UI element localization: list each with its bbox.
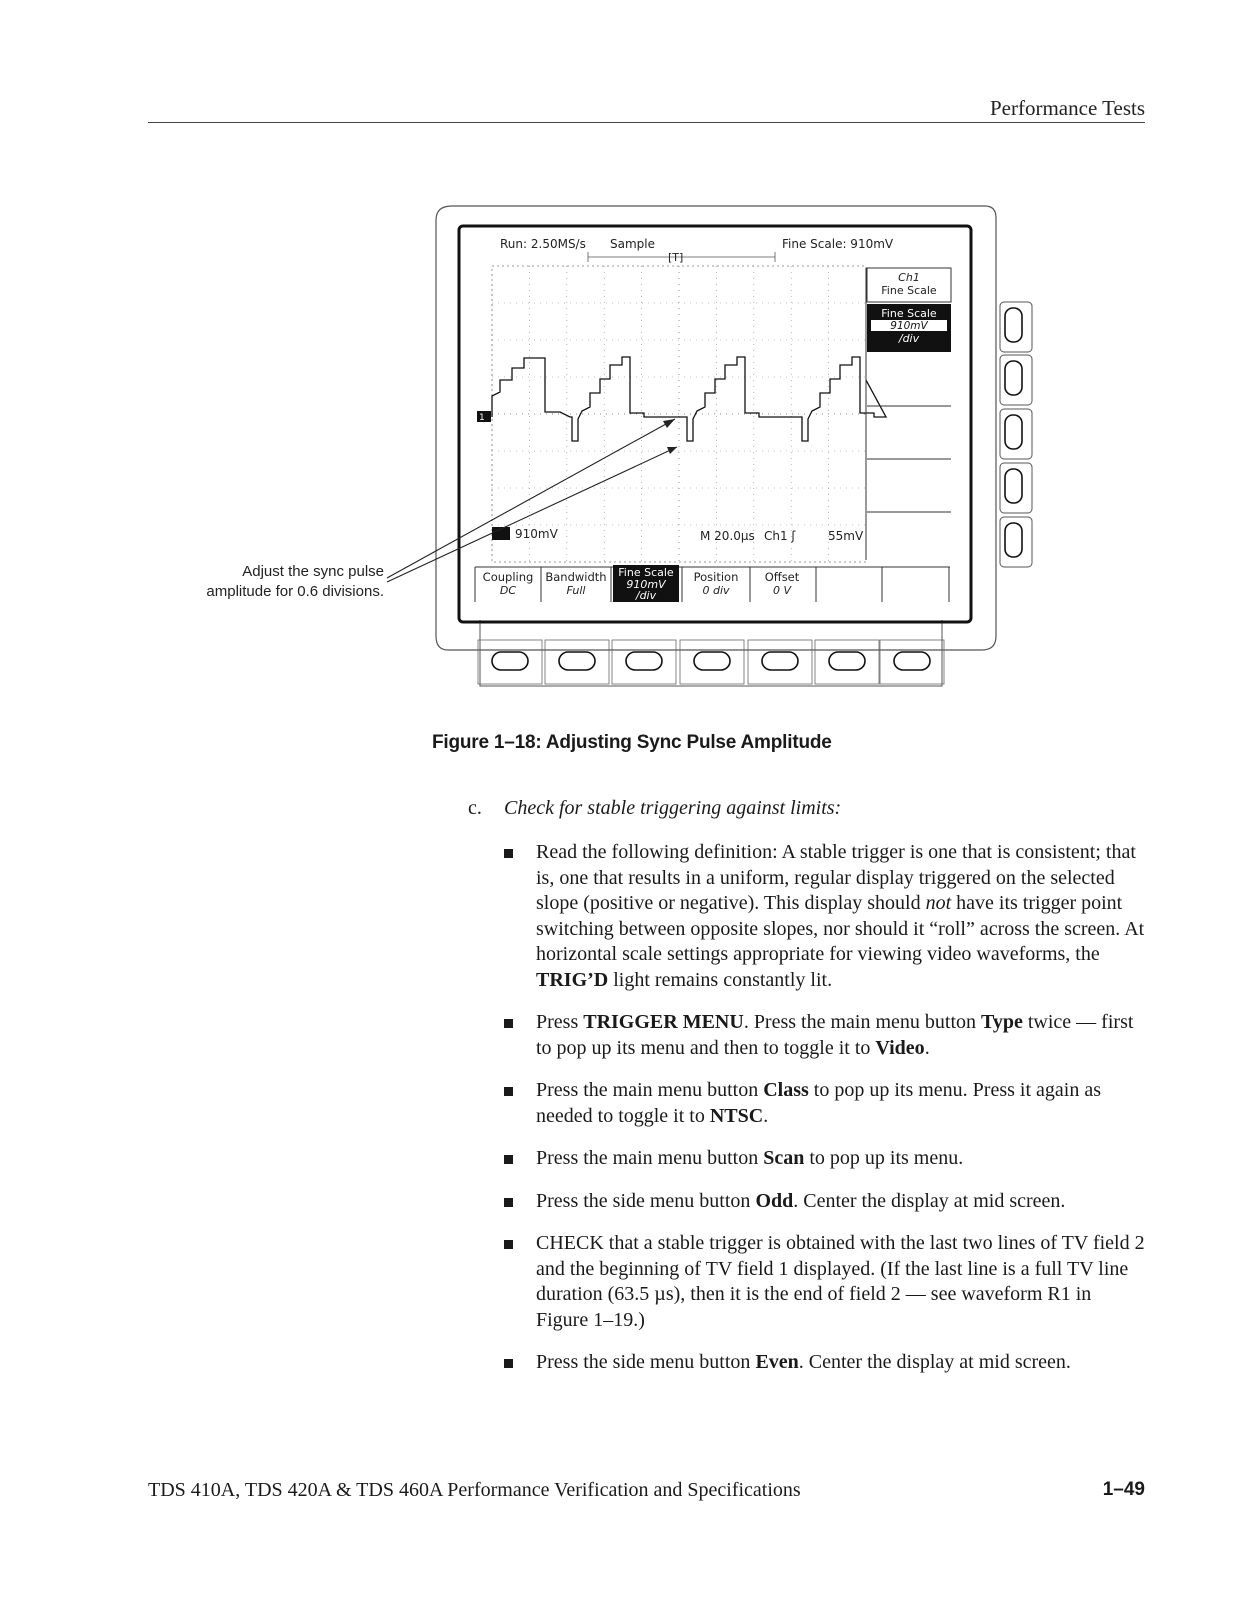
- channel-marker-label: 1: [479, 413, 485, 423]
- bottom-bezel-button: [492, 652, 528, 670]
- waveform-trace: [492, 357, 886, 441]
- bullet-text: have its trigger point switching between opposite slopes, nor should it “roll” across the screen. At horizontal scale settings appropriate for viewing video waveforms, the: [536, 892, 1145, 965]
- menu-coupling-value: DC: [499, 584, 517, 597]
- bullet-text: .: [763, 1104, 769, 1127]
- bullet-text: Scan: [763, 1147, 805, 1169]
- bottom-button-frame: [545, 640, 609, 684]
- bullet-text: Read the following definition: A stable trigger is one that is consistent; that is, one that results in a uniform, regular display triggered on the selected slope (positive or negative). This display should: [536, 841, 1136, 914]
- procedure-bullet: [502, 1231, 1147, 1333]
- bottom-button-frame: [748, 640, 812, 684]
- menu-position-label: Position: [693, 570, 739, 584]
- bottom-menu: [475, 565, 950, 602]
- footer-manual-title: TDS 410A, TDS 420A & TDS 460A Performance Verification and Specifications: [148, 1479, 801, 1501]
- menu-coupling-label: Coupling: [482, 570, 534, 584]
- bottom-bezel-button: [559, 652, 595, 670]
- figure-caption: Figure 1–18: Adjusting Sync Pulse Amplitude: [432, 732, 832, 753]
- bottom-bezel-button: [626, 652, 662, 670]
- procedure-bullet: [502, 840, 1147, 993]
- menu-offset-label: Offset: [764, 570, 800, 584]
- bullet-text: . Center the display at mid screen.: [798, 1351, 1071, 1373]
- callout-leader-1: [387, 419, 675, 578]
- bottom-button-frame: [478, 640, 542, 684]
- bullet-text: Press the side menu button: [536, 1189, 756, 1212]
- bullet-text: Press the side menu button: [536, 1351, 756, 1373]
- bullet-square-icon: [504, 1240, 513, 1249]
- bottom-bezel-buttons: [478, 640, 944, 684]
- menu-fine-scale-label: Fine Scale: [618, 566, 674, 579]
- bullet-text: Press the main menu button: [536, 1079, 764, 1101]
- bullet-text: twice — first to pop up its menu and then to toggle it to: [536, 1011, 1134, 1059]
- bottom-bezel-button: [694, 652, 730, 670]
- bullet-text: Press: [536, 1011, 584, 1033]
- side-bezel-button: [1005, 308, 1022, 342]
- side-bezel-button: [1005, 415, 1022, 449]
- bullet-square-icon: [504, 1359, 513, 1368]
- bullet-text: . Press the main menu button: [743, 1011, 982, 1033]
- menu-bandwidth-label: Bandwidth: [545, 570, 607, 584]
- bullet-text: Class: [763, 1079, 809, 1101]
- bullet-text: CHECK that a stable trigger is obtained with the last two lines of TV field 2 and the beginning of TV field 1 displayed. (If the last line is a full TV line duration (63.5 µs), then it is the end of field 2 — see waveform R1 in Figure 1–19.): [536, 1232, 1145, 1331]
- status-mode: Sample: [610, 237, 655, 251]
- menu-fine-scale-unit: /div: [635, 589, 657, 602]
- side-menu-selected-label: Fine Scale: [881, 307, 937, 320]
- trigger-position-marker: [T]: [668, 251, 684, 264]
- bottom-button-frame: [680, 640, 744, 684]
- menu-fine-scale-value: 910mV: [626, 578, 666, 591]
- bullet-text: TRIG’D: [536, 968, 609, 991]
- bullet-text: to pop up its menu. Press it again as needed to toggle it to: [536, 1079, 1101, 1127]
- bullet-square-icon: [504, 1019, 513, 1028]
- step-title: Check for stable triggering against limits:: [504, 797, 842, 819]
- procedure-bullet-list: [502, 840, 1147, 1393]
- procedure-bullet: [502, 1078, 1147, 1129]
- bullet-square-icon: [504, 1198, 513, 1207]
- callout-line-1: Adjust the sync pulse: [242, 563, 384, 580]
- side-menu-selected-value: 910mV: [890, 320, 928, 332]
- readout-trigger-level: 55mV: [828, 529, 864, 543]
- readout-timebase: M 20.0µs: [700, 529, 755, 543]
- side-menu: [866, 268, 951, 560]
- bullet-text: Even: [755, 1351, 799, 1373]
- procedure-bullet: [502, 1010, 1147, 1061]
- bullet-square-icon: [504, 1087, 513, 1096]
- readout-ch1-scale: 910mV: [515, 527, 558, 541]
- side-bezel-button: [1005, 361, 1022, 395]
- bottom-button-frame: [880, 640, 944, 684]
- bullet-text: Video: [875, 1036, 925, 1059]
- bottom-bezel-button: [894, 652, 930, 670]
- bullet-text: . Center the display at mid screen.: [793, 1189, 1066, 1212]
- callout-line-2: amplitude for 0.6 divisions.: [206, 583, 384, 600]
- bullet-text: Odd: [755, 1189, 794, 1212]
- side-bezel-buttons: [1000, 302, 1032, 567]
- procedure-bullet: [502, 1146, 1147, 1172]
- procedure-bullet: [502, 1189, 1147, 1215]
- bullet-text: Type: [981, 1011, 1023, 1033]
- callout-leader-2: [387, 447, 677, 582]
- readout-trigger-source: Ch1 ʃ: [764, 529, 796, 543]
- bullet-square-icon: [504, 1155, 513, 1164]
- side-menu-title-ch: Ch1: [898, 271, 920, 284]
- bullet-text: .: [924, 1036, 930, 1059]
- bullet-text: Press the main menu button: [536, 1147, 764, 1169]
- side-bezel-button: [1005, 469, 1022, 503]
- side-menu-title: Fine Scale: [881, 284, 937, 297]
- status-run: Run: 2.50MS/s: [500, 237, 586, 251]
- bullet-text: light remains constantly lit.: [608, 968, 833, 991]
- oscilloscope-figure: [0, 0, 1237, 720]
- procedure-bullet: [502, 1350, 1147, 1376]
- footer-page-number: 1–49: [1102, 1479, 1145, 1500]
- bottom-bezel-button: [762, 652, 798, 670]
- side-bezel-button: [1005, 523, 1022, 557]
- step-letter: c.: [468, 797, 482, 819]
- menu-offset-value: 0 V: [772, 584, 792, 597]
- bullet-square-icon: [504, 849, 513, 858]
- bullet-text: TRIGGER MENU: [583, 1011, 744, 1033]
- bottom-bezel-button: [829, 652, 865, 670]
- menu-bandwidth-value: Full: [566, 584, 586, 597]
- running-header: Performance Tests: [989, 96, 1145, 120]
- bullet-text: to pop up its menu.: [804, 1147, 964, 1169]
- bottom-button-frame: [815, 640, 879, 684]
- side-menu-selected-unit: /div: [898, 332, 920, 345]
- bullet-text: not: [925, 892, 952, 914]
- bottom-button-frame: [612, 640, 676, 684]
- menu-position-value: 0 div: [702, 584, 730, 597]
- bullet-text: NTSC: [709, 1104, 764, 1127]
- status-fine-scale: Fine Scale: 910mV: [782, 237, 894, 251]
